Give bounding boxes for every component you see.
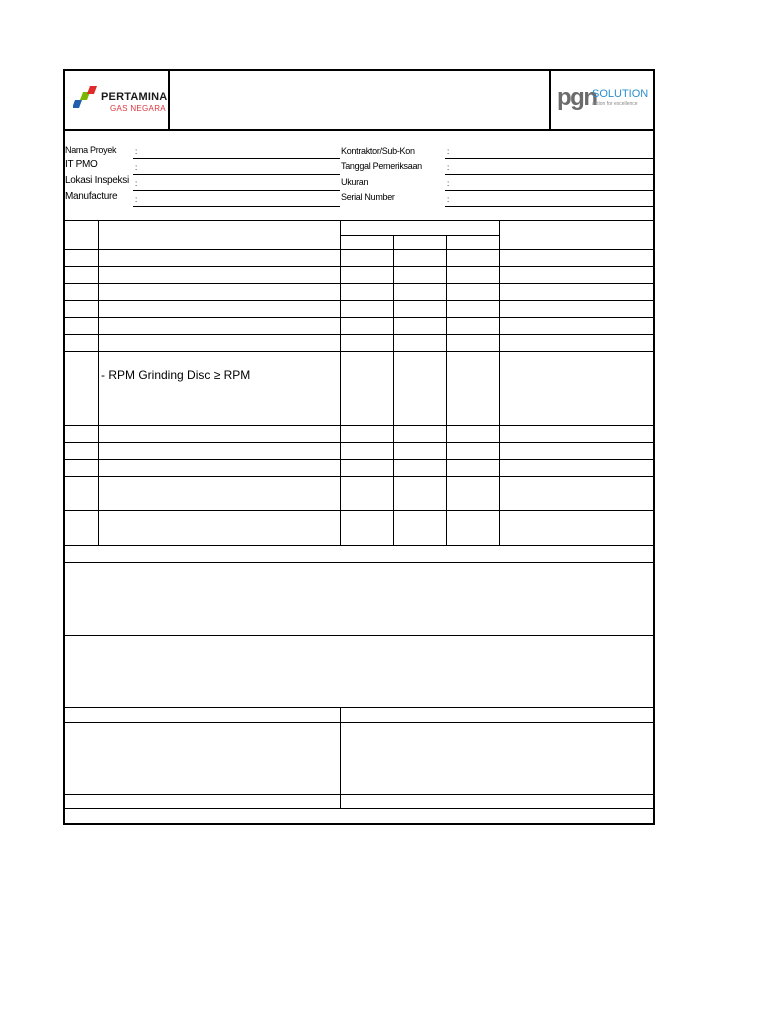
- notes-header-line: [63, 562, 655, 563]
- header-divider-left: [168, 69, 170, 130]
- colon-it-pmo: :: [135, 163, 138, 172]
- colon-kontraktor: :: [447, 147, 450, 156]
- label-tanggal-pemeriksaan: Tanggal Pemeriksaan: [341, 161, 422, 171]
- field-it-pmo[interactable]: [133, 174, 340, 175]
- table-col-line-item: [340, 220, 341, 545]
- signature-header-line: [63, 722, 655, 723]
- label-manufacture: Manufacture: [65, 191, 118, 202]
- colon-manufacture: :: [135, 195, 138, 204]
- remarks-bottom-line: [63, 707, 655, 708]
- pgn-solution-logo: [557, 84, 649, 116]
- table-col-line-remarks: [499, 220, 500, 545]
- label-serial-number: Serial Number: [341, 192, 395, 202]
- table-bottom-line: [63, 545, 655, 546]
- table-header-mid-line: [340, 235, 499, 236]
- table-row-line: [63, 476, 655, 477]
- field-kontraktor[interactable]: [445, 158, 654, 159]
- table-top-line: [63, 220, 655, 221]
- field-lokasi-inspeksi[interactable]: [133, 190, 340, 191]
- signature-box-left[interactable]: [65, 724, 339, 793]
- notes-area[interactable]: [65, 564, 653, 634]
- table-col-line-check-1: [393, 235, 394, 545]
- signature-name-line: [63, 794, 655, 795]
- table-row-line: [63, 334, 655, 335]
- table-row-line: [63, 317, 655, 318]
- label-kontraktor: Kontraktor/Sub-Kon: [341, 146, 415, 156]
- pertamina-brand-text: PERTAMINA: [101, 91, 168, 103]
- pertamina-sub-text: GAS NEGARA: [110, 104, 166, 113]
- rpm-item-text: - RPM Grinding Disc ≥ RPM: [101, 368, 251, 382]
- pertamina-logo-icon: [73, 86, 101, 108]
- table-row-line: [63, 300, 655, 301]
- table-row-line: [63, 510, 655, 511]
- colon-serial-number: :: [447, 195, 450, 204]
- table-row-line: [63, 442, 655, 443]
- table-row-line: [63, 459, 655, 460]
- table-col-line-no: [98, 220, 99, 545]
- colon-nama-proyek: :: [135, 147, 138, 156]
- field-ukuran[interactable]: [445, 190, 654, 191]
- pgn-brand-text: pgn: [557, 84, 597, 111]
- label-ukuran: Ukuran: [341, 177, 369, 187]
- notes-bottom-line: [63, 635, 655, 636]
- table-col-line-check-2: [446, 235, 447, 545]
- pgn-solution-text: SOLUTION: [592, 88, 649, 100]
- table-row-line: [63, 351, 655, 352]
- pertamina-logo: [70, 84, 166, 118]
- table-row-line: [63, 249, 655, 250]
- colon-ukuran: :: [447, 179, 450, 188]
- header-divider-right: [549, 69, 551, 130]
- table-row-line: [63, 266, 655, 267]
- signature-box-right[interactable]: [342, 724, 653, 793]
- field-serial-number[interactable]: [445, 206, 654, 207]
- colon-tanggal: :: [447, 163, 450, 172]
- field-tanggal-pemeriksaan[interactable]: [445, 174, 654, 175]
- label-nama-proyek: Nama Proyek: [65, 145, 117, 155]
- label-lokasi-inspeksi: Lokasi Inspeksi: [65, 175, 129, 186]
- header-bottom-line: [63, 129, 655, 131]
- field-nama-proyek[interactable]: [133, 158, 340, 159]
- label-it-pmo: IT PMO: [65, 159, 98, 170]
- pgn-tagline-text: action for excellence: [592, 101, 638, 107]
- remarks-area[interactable]: [65, 637, 653, 706]
- colon-lokasi-inspeksi: :: [135, 179, 138, 188]
- table-row-line: [63, 283, 655, 284]
- signature-date-line: [63, 808, 655, 809]
- field-manufacture[interactable]: [133, 206, 340, 207]
- table-row-line: [63, 425, 655, 426]
